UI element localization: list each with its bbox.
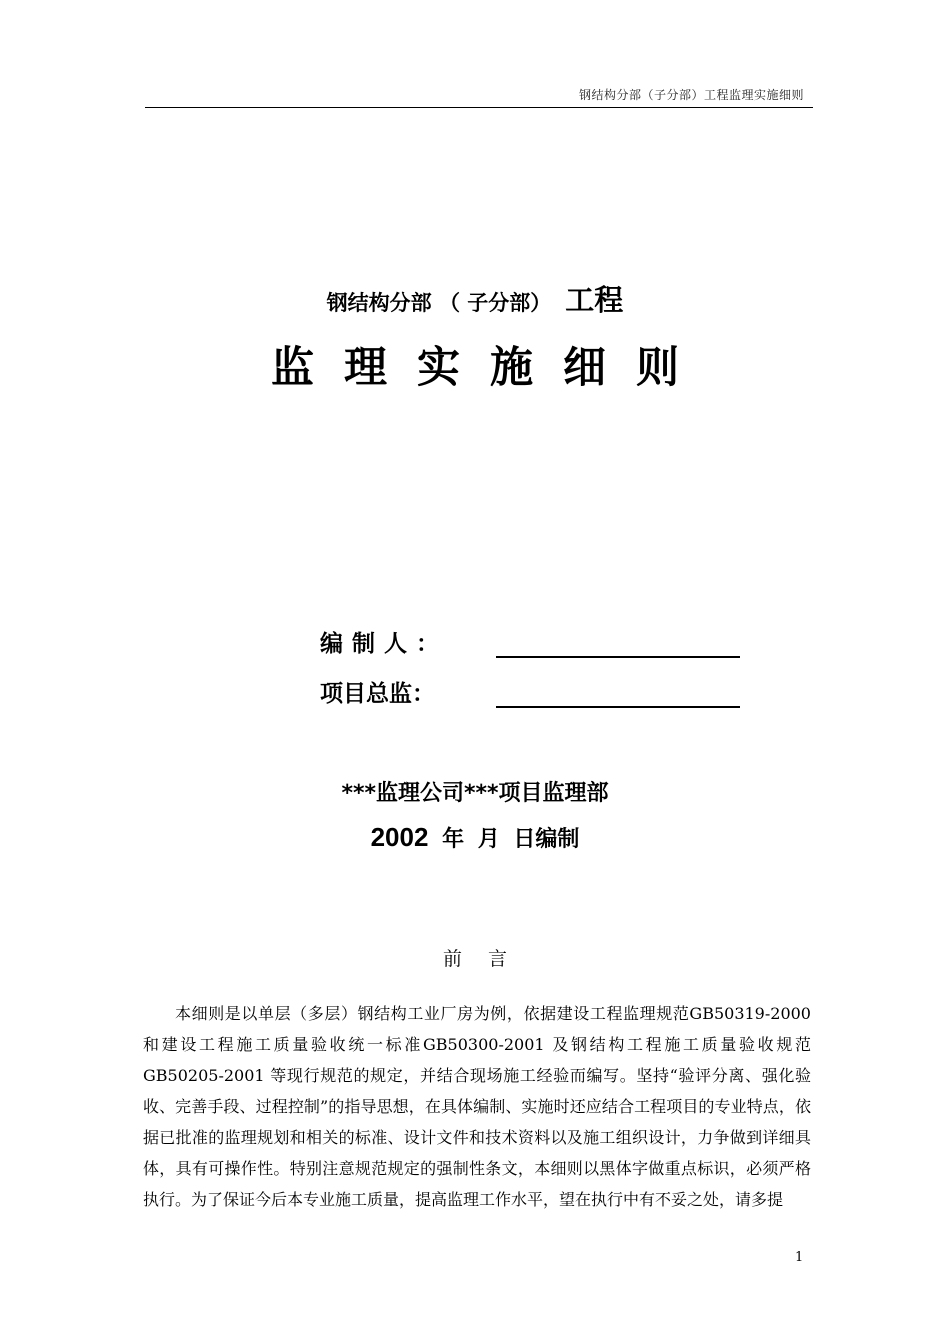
date-rest: 年 月 日编制 bbox=[442, 827, 580, 852]
signature-row-compiler bbox=[320, 624, 740, 658]
cover-subtitle bbox=[0, 278, 950, 319]
signature-line bbox=[496, 676, 740, 708]
subtitle-small: 钢结构分部 （ 子分部） bbox=[326, 291, 552, 315]
signature-line bbox=[496, 626, 740, 658]
date-year: 2002 bbox=[370, 822, 429, 852]
main-title: 监理实施细则 bbox=[271, 343, 709, 393]
compile-date bbox=[0, 822, 950, 853]
organization-name: ***监理公司***项目监理部 bbox=[341, 781, 609, 806]
signature-label: 编制人： bbox=[320, 631, 448, 657]
signature-label: 项目总监： bbox=[320, 681, 435, 707]
page-number: 1 bbox=[795, 1250, 804, 1265]
signature-row-chief bbox=[320, 674, 740, 708]
preface-body: 本细则是以单层（多层）钢结构工业厂房为例，依据建设工程监理规范GB50319-2000 和建设工程施工质量验收统一标准GB50300-2001 及钢结构工程施工质量验收规范GB50205-2001 等现行规范的规定，并结合现场施工经验而编写。坚持“验评分离、强化验收、完善手段、过程控制”的指导思想，在具体编制、实施时还应结合工程项目的专业特点，依据已批准的监理规划和相关的标准、设计文件和技术资料以及施工组织设计，力争做到详细具体，具有可操作性。特别注意规范规定的强制性条文，本细则以黑体字做重点标识，必须严格执行。为了保证今后本专业施工质量，提高监理工作水平，望在执行中有不妥之处，请多提 bbox=[143, 1004, 811, 1209]
header-rule bbox=[145, 107, 813, 108]
running-header: 钢结构分部（子分部）工程监理实施细则 bbox=[578, 88, 804, 102]
subtitle-big: 工程 bbox=[565, 283, 624, 317]
preface-title: 前言 bbox=[442, 948, 533, 970]
